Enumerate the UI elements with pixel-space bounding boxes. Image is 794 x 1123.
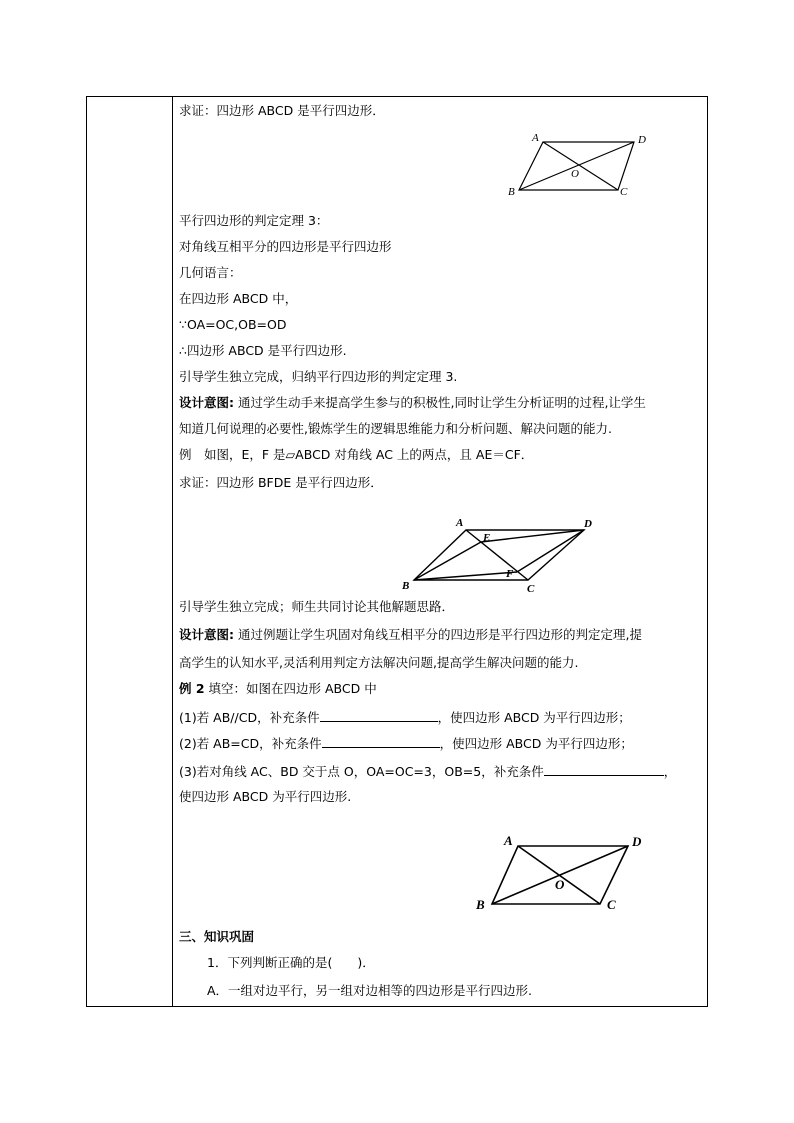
design-intent-text: 通过例题让学生巩固对角线互相平分的四边形是平行四边形的判定定理,提 [234,627,642,642]
fill-blank-1-prefix: (1)若 AB//CD，补充条件 [179,710,320,725]
fill-blank-1 [179,708,631,727]
label-B: B [476,897,485,912]
design-intent-1 [179,394,646,412]
label-D: D [584,518,592,530]
fill-blank-3-prefix: (3)若对角线 AC、BD 交于点 O，OA=OC=3，OB=5，补充条件 [179,764,544,779]
design-intent-label: 设计意图: [179,627,234,642]
label-C: C [607,897,616,912]
design-intent-2 [179,626,642,644]
label-F: F [506,568,514,580]
column-divider [172,96,173,1007]
geometry-line-2: ∵OA=OC,OB=OD [179,317,287,332]
label-A: A [456,517,464,529]
exercise-1-question: 1．下列判断正确的是( )． [207,955,375,970]
design-intent-label: 设计意图: [179,395,234,410]
parallelogram-figure-2 [396,514,606,598]
fill-blank-2 [179,734,633,753]
parallelogram-figure-1 [500,128,660,198]
label-O: O [555,877,565,892]
guide-text-2: 引导学生独立完成；师生共同讨论其他解题思路． [179,599,455,614]
design-intent-text: 通过学生动手来提高学生参与的积极性,同时让学生分析证明的过程,让学生 [234,395,646,410]
label-C: C [620,186,628,198]
label-E: E [483,532,491,544]
label-B: B [402,580,410,592]
geometry-line-1: 在四边形 ABCD 中， [179,291,298,306]
example-2-label: 例 2 [179,681,205,696]
fill-blank-3 [179,762,676,781]
proof-statement-2: 求证：四边形 BFDE 是平行四边形． [179,475,383,490]
design-intent-1-cont: 知道几何说理的必要性,锻炼学生的逻辑思维能力和分析问题、解决问题的能力. [179,421,612,436]
exercise-1-option-a: A．一组对边平行，另一组对边相等的四边形是平行四边形. [207,983,533,998]
fill-blank-2-suffix: ，使四边形 ABCD 为平行四边形； [439,736,633,751]
label-D: D [638,134,646,146]
parallelogram-figure-3 [470,830,660,916]
label-C: C [527,583,535,595]
theorem-3-text: 对角线互相平分的四边形是平行四边形 [179,239,392,254]
example-statement: 例 如图，E，F 是▱ABCD 对角线 AC 上的两点，且 AE＝CF． [179,447,534,462]
label-B: B [508,186,515,198]
answer-blank-1[interactable] [320,708,438,722]
geometry-language-label: 几何语言： [179,265,242,280]
theorem-3-heading: 平行四边形的判定定理 3： [179,213,329,228]
fill-blank-2-prefix: (2)若 AB=CD，补充条件 [179,736,322,751]
design-intent-2-cont: 高学生的认知水平,灵活利用判定方法解决问题,提高学生解决问题的能力. [179,655,579,670]
fill-blank-1-suffix: ，使四边形 ABCD 为平行四边形； [437,710,631,725]
label-A: A [532,132,539,144]
answer-blank-2[interactable] [322,734,440,748]
fill-blank-3-suffix: ， [663,764,677,779]
fill-blank-3-cont: 使四边形 ABCD 为平行四边形. [179,789,352,804]
guide-text-1: 引导学生独立完成，归纳平行四边形的判定定理 3. [179,369,458,384]
example-2-heading [179,680,377,698]
answer-blank-3[interactable] [544,762,664,776]
section-heading: 三、知识巩固 [179,929,255,944]
geometry-line-3: ∴四边形 ABCD 是平行四边形. [179,343,347,358]
label-D: D [632,834,642,849]
label-O: O [571,168,579,180]
example-2-text: 填空：如图在四边形 ABCD 中 [204,681,377,696]
label-A: A [504,833,513,848]
proof-statement-1: 求证：四边形 ABCD 是平行四边形． [179,103,385,118]
